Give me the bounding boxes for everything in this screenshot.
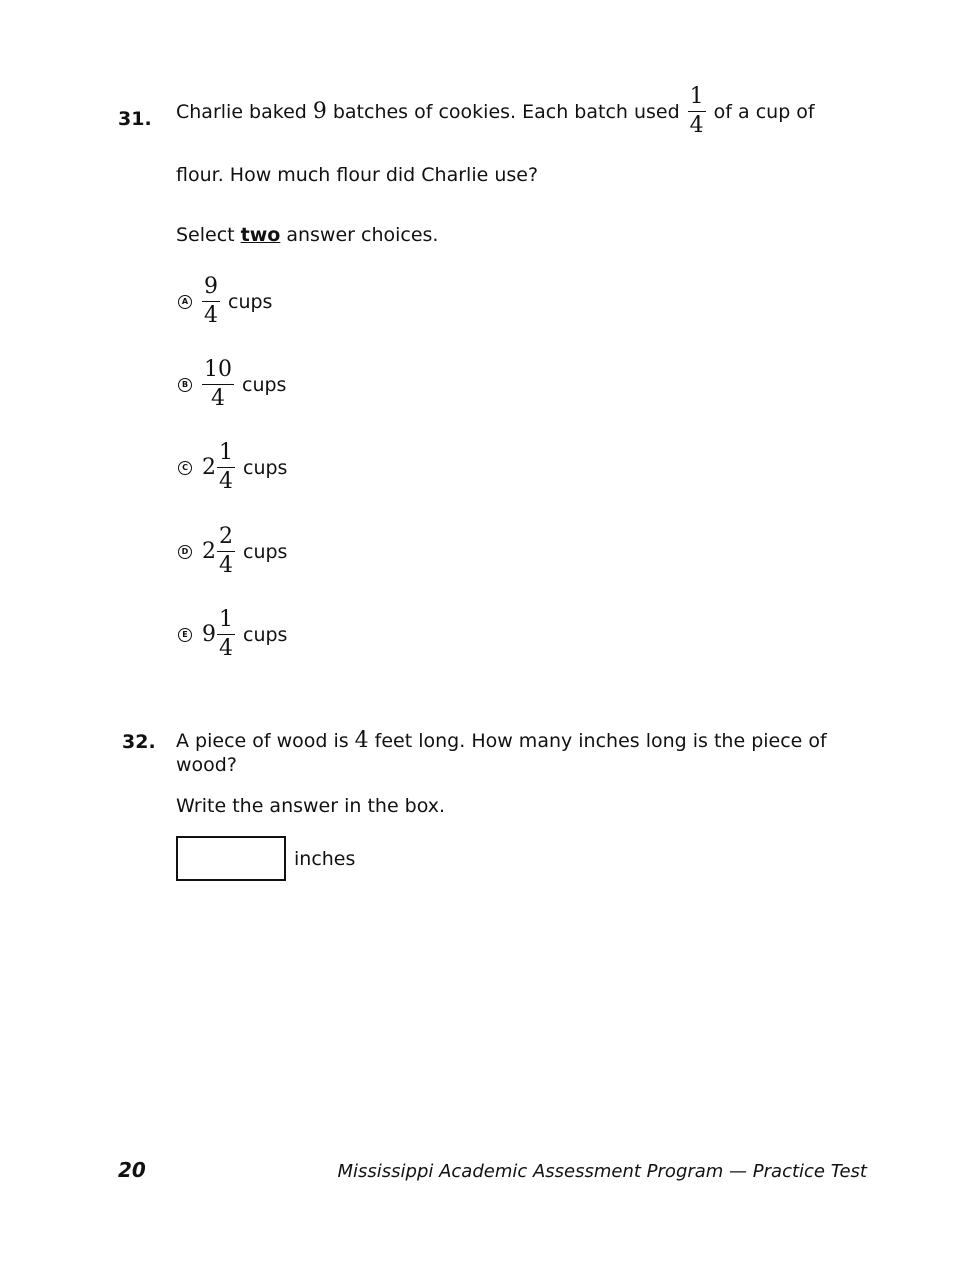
choice-a-unit: cups: [228, 290, 273, 313]
q31-instruction-pre: Select: [176, 224, 235, 246]
choice-e-denominator: 4: [219, 636, 233, 661]
q32-stem-number: 4: [354, 728, 369, 753]
question-number-31: 31.: [118, 108, 152, 130]
choice-b-numerator: 10: [202, 359, 234, 385]
q32-stem-text-a: A piece of wood is: [176, 729, 349, 752]
question-number-32: 32.: [122, 731, 156, 753]
choice-b-unit: cups: [242, 373, 287, 396]
page-number: 20: [118, 1158, 146, 1182]
choice-a-fraction: [202, 276, 220, 327]
choice-c-whole: 2: [202, 455, 216, 480]
choice-e-fraction: [217, 609, 235, 660]
q31-instruction-post: answer choices.: [286, 224, 439, 246]
q31-choice-a[interactable]: [178, 276, 272, 327]
q31-stem-text-b: batches of cookies. Each batch used: [332, 100, 680, 123]
choice-d-unit: cups: [243, 540, 288, 563]
choice-b-denominator: 4: [211, 386, 225, 411]
choice-d-bubble-icon[interactable]: D: [178, 545, 192, 559]
choice-d-numerator: 2: [217, 526, 235, 552]
q32-stem-line1: [176, 728, 827, 753]
q31-choice-c[interactable]: [178, 442, 287, 493]
choice-e-bubble-icon[interactable]: E: [178, 628, 192, 642]
choice-b-fraction: [202, 359, 234, 410]
answer-input-box[interactable]: [176, 836, 286, 881]
choice-c-fraction: [217, 442, 235, 493]
q31-stem-fraction-denominator: 4: [689, 113, 704, 138]
choice-c-unit: cups: [243, 456, 288, 479]
choice-a-denominator: 4: [204, 303, 218, 328]
q31-stem-text-c: of a cup of: [713, 100, 815, 123]
q31-stem-fraction-numerator: 1: [688, 86, 706, 112]
q31-instruction: [176, 224, 438, 246]
choice-c-numerator: 1: [217, 442, 235, 468]
choice-e-whole: 9: [202, 622, 216, 647]
q31-stem-fraction: [688, 86, 706, 137]
choice-a-bubble-icon[interactable]: A: [178, 295, 192, 309]
q32-answer-row: [176, 836, 355, 881]
q32-stem-text-b: feet long. How many inches long is the piece of: [374, 729, 827, 752]
q31-choice-e[interactable]: [178, 609, 287, 660]
q31-choice-b[interactable]: [178, 359, 286, 410]
q32-stem-line2: wood?: [176, 754, 237, 776]
q32-instruction: Write the answer in the box.: [176, 795, 446, 817]
q31-choice-d[interactable]: [178, 526, 287, 577]
choice-b-bubble-icon[interactable]: B: [178, 378, 192, 392]
answer-unit-label: inches: [294, 847, 356, 870]
q31-instruction-emphasis: two: [240, 224, 281, 246]
choice-d-denominator: 4: [219, 553, 233, 578]
choice-c-denominator: 4: [219, 469, 233, 494]
choice-c-bubble-icon[interactable]: C: [178, 461, 192, 475]
choice-e-unit: cups: [243, 623, 288, 646]
q31-stem-line2: flour. How much flour did Charlie use?: [176, 164, 539, 186]
choice-d-fraction: [217, 526, 235, 577]
choice-d-whole: 2: [202, 539, 216, 564]
choice-a-numerator: 9: [202, 276, 220, 302]
q31-stem-text-a: Charlie baked: [176, 100, 307, 123]
choice-e-numerator: 1: [217, 609, 235, 635]
q31-stem-line1: [176, 86, 815, 137]
footer-title: Mississippi Academic Assessment Program — Practice Test: [337, 1161, 867, 1182]
q31-stem-number: 9: [312, 99, 327, 124]
